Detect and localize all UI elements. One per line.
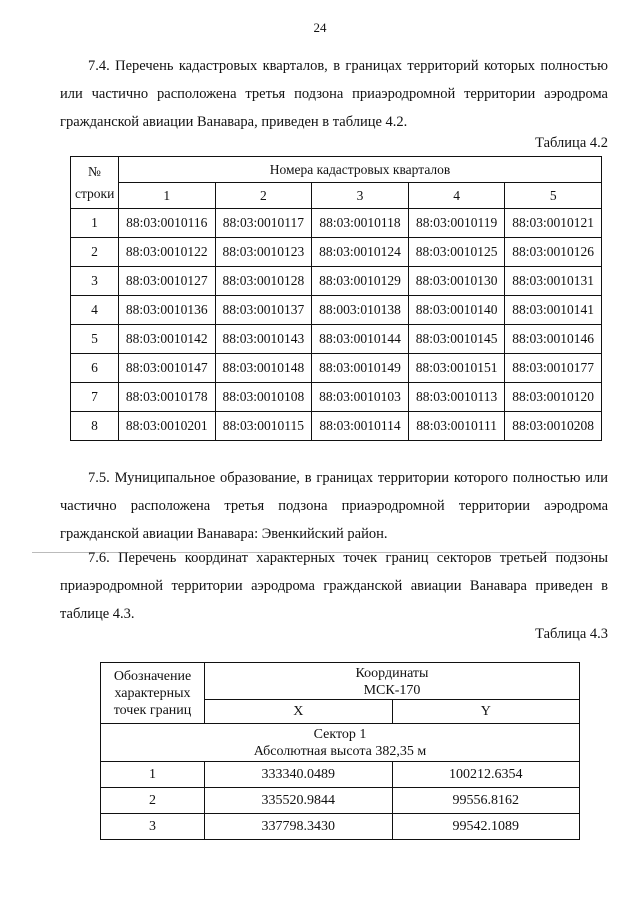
cadastral-number-cell: 88:03:0010201 xyxy=(119,412,216,441)
row-number: 3 xyxy=(71,267,119,296)
paragraph-7-6: 7.6. Перечень координат характерных точек границ секторов третьей подзоны приаэродромной территории аэродрома гражданской авиации Ванавара приведен в таблице 4.3. xyxy=(60,550,608,622)
cadastral-number-cell: 88:03:0010125 xyxy=(408,238,505,267)
y-coordinate: 99556.8162 xyxy=(392,788,580,814)
coordinates-header xyxy=(205,663,580,700)
coordinates-label: Координаты xyxy=(355,666,429,681)
cadastral-number-cell: 88:03:0010178 xyxy=(119,383,216,412)
cadastral-number-cell: 88:03:0010123 xyxy=(215,238,312,267)
cadastral-number-cell: 88:03:0010127 xyxy=(119,267,216,296)
cadastral-number-cell: 88:003:010138 xyxy=(312,296,409,325)
sector-title: Сектор 1 xyxy=(313,726,367,742)
row-number: 6 xyxy=(71,354,119,383)
cadastral-number-cell: 88:03:0010208 xyxy=(505,412,602,441)
cadastral-number-cell: 88:03:0010137 xyxy=(215,296,312,325)
y-column-header: Y xyxy=(392,700,580,724)
column-number: 4 xyxy=(408,183,505,209)
cadastral-number-cell: 88:03:0010116 xyxy=(119,209,216,238)
row-number: 8 xyxy=(71,412,119,441)
cadastral-number-cell: 88:03:0010115 xyxy=(215,412,312,441)
point-number: 3 xyxy=(101,814,205,840)
sector-altitude: Абсолютная высота 382,35 м xyxy=(253,743,427,759)
cadastral-number-cell: 88:03:0010130 xyxy=(408,267,505,296)
cadastral-number-cell: 88:03:0010103 xyxy=(312,383,409,412)
cadastral-number-cell: 88:03:0010129 xyxy=(312,267,409,296)
x-coordinate: 335520.9844 xyxy=(205,788,393,814)
row-number: 5 xyxy=(71,325,119,354)
table-row xyxy=(71,325,602,354)
cadastral-number-cell: 88:03:0010114 xyxy=(312,412,409,441)
table-row xyxy=(71,296,602,325)
cadastral-number-cell: 88:03:0010119 xyxy=(408,209,505,238)
cadastral-number-cell: 88:03:0010142 xyxy=(119,325,216,354)
point-designation-header: Обозначение характерных точек границ xyxy=(101,663,205,724)
table-row xyxy=(71,383,602,412)
cadastral-number-cell: 88:03:0010121 xyxy=(505,209,602,238)
cadastral-number-cell: 88:03:0010147 xyxy=(119,354,216,383)
x-column-header: X xyxy=(205,700,393,724)
cadastral-number-cell: 88:03:0010124 xyxy=(312,238,409,267)
row-number-header: № строки xyxy=(71,157,119,209)
cadastral-numbers-header: Номера кадастровых кварталов xyxy=(119,157,602,183)
cadastral-number-cell: 88:03:0010149 xyxy=(312,354,409,383)
cadastral-number-cell: 88:03:0010120 xyxy=(505,383,602,412)
cadastral-number-cell: 88:03:0010108 xyxy=(215,383,312,412)
coordinates-table xyxy=(100,662,580,840)
point-number: 1 xyxy=(101,762,205,788)
cadastral-number-cell: 88:03:0010113 xyxy=(408,383,505,412)
x-coordinate: 337798.3430 xyxy=(205,814,393,840)
table-row xyxy=(71,267,602,296)
point-number: 2 xyxy=(101,788,205,814)
cadastral-number-cell: 88:03:0010128 xyxy=(215,267,312,296)
table-row xyxy=(71,412,602,441)
table-row xyxy=(101,762,580,788)
row-number: 2 xyxy=(71,238,119,267)
cadastral-number-cell: 88:03:0010140 xyxy=(408,296,505,325)
cadastral-number-cell: 88:03:0010117 xyxy=(215,209,312,238)
cadastral-number-cell: 88:03:0010118 xyxy=(312,209,409,238)
cadastral-number-cell: 88:03:0010177 xyxy=(505,354,602,383)
table-row xyxy=(101,788,580,814)
page-number: 24 xyxy=(313,20,327,35)
paragraph-7-5: 7.5. Муниципальное образование, в границах территории которого полностью или частично расположена третья подзона приаэродромной территории аэродрома гражданской авиации Ванавара: Эвенкийский район. xyxy=(60,470,608,542)
column-number: 5 xyxy=(505,183,602,209)
y-coordinate: 99542.1089 xyxy=(392,814,580,840)
cadastral-number-cell: 88:03:0010148 xyxy=(215,354,312,383)
cadastral-number-cell: 88:03:0010111 xyxy=(408,412,505,441)
column-number: 1 xyxy=(119,183,216,209)
row-number: 4 xyxy=(71,296,119,325)
cadastral-number-cell: 88:03:0010151 xyxy=(408,354,505,383)
cadastral-number-cell: 88:03:0010144 xyxy=(312,325,409,354)
column-number: 3 xyxy=(312,183,409,209)
table-4-2-caption: Таблица 4.2 xyxy=(535,135,608,151)
table-row xyxy=(71,209,602,238)
cadastral-number-cell: 88:03:0010122 xyxy=(119,238,216,267)
cadastral-number-cell: 88:03:0010141 xyxy=(505,296,602,325)
cadastral-number-cell: 88:03:0010131 xyxy=(505,267,602,296)
cadastral-number-cell: 88:03:0010136 xyxy=(119,296,216,325)
y-coordinate: 100212.6354 xyxy=(392,762,580,788)
paragraph-7-4: 7.4. Перечень кадастровых кварталов, в границах территорий которых полностью или частично расположена третья подзона приаэродромной территории аэродрома гражданской авиации Ванавара, приведен в таблице 4.2. xyxy=(60,58,608,130)
table-row xyxy=(101,814,580,840)
cadastral-number-cell: 88:03:0010143 xyxy=(215,325,312,354)
cadastral-number-cell: 88:03:0010126 xyxy=(505,238,602,267)
sector-header xyxy=(101,724,580,762)
table-4-3-caption: Таблица 4.3 xyxy=(535,626,608,642)
cadastral-quarters-table xyxy=(70,156,602,441)
x-coordinate: 333340.0489 xyxy=(205,762,393,788)
row-number: 7 xyxy=(71,383,119,412)
cadastral-number-cell: 88:03:0010146 xyxy=(505,325,602,354)
cadastral-number-cell: 88:03:0010145 xyxy=(408,325,505,354)
coordinate-system-label: МСК-170 xyxy=(363,683,421,698)
row-number: 1 xyxy=(71,209,119,238)
table-row xyxy=(71,238,602,267)
column-number: 2 xyxy=(215,183,312,209)
table-row xyxy=(71,354,602,383)
